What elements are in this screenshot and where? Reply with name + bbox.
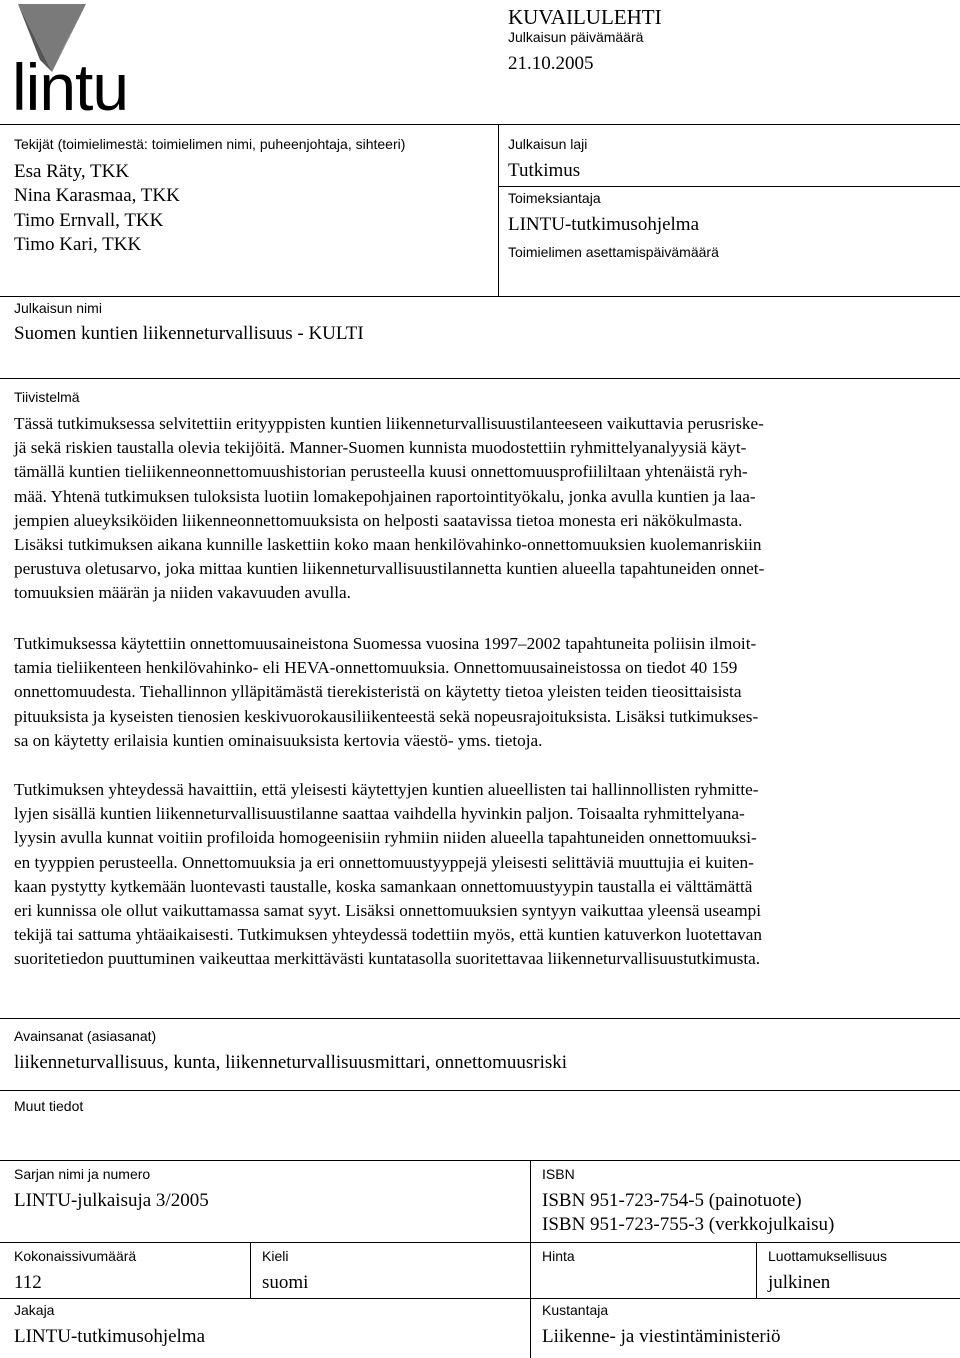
keywords-value: liikenneturvallisuus, kunta, liikenneturvallisuusmittari, onnettomuusriski — [14, 1052, 568, 1073]
abstract-p2-line: Tutkimuksessa käytettiin onnettomuusaineistona Suomessa vuosina 1997–2002 tapahtuneita poliisin ilmoit- — [14, 634, 757, 653]
abstract-label: Tiivistelmä — [14, 389, 80, 405]
isbn-label: ISBN — [542, 1166, 575, 1182]
pub-name-divider — [0, 296, 960, 297]
abstract-paragraph-3 — [14, 778, 762, 972]
abstract-p2-line: sa on käytetty erilaisia kuntien ominaisuuksista kertovia väestö- yms. tietoja. — [14, 730, 543, 750]
abstract-p3-line: lyjen sisällä kuntien liikenneturvallisuustilanne saattaa vaihdella hyvinkin paljon. Toisaalta ryhmittelyana- — [14, 804, 745, 824]
commissioner-label: Toimeksiantaja — [508, 190, 601, 206]
abstract-p3-line: kaan pystytty kytkemään luontevasti taustalle, koska samankaan onnettomuustyypin taustalla ei välttämättä — [14, 876, 753, 896]
author-2: Nina Karasmaa, TKK — [14, 185, 180, 207]
pub-date-value: 21.10.2005 — [508, 53, 594, 74]
language-value: suomi — [262, 1272, 309, 1293]
isbn-print: ISBN 951-723-754-5 (painotuote) — [542, 1190, 802, 1211]
committee-date-label: Toimielimen asettamispäivämäärä — [508, 244, 719, 260]
abstract-p1-line: tomuuksien määrän ja niiden vakavuuden avulla. — [14, 583, 351, 603]
pages-language-vline — [250, 1242, 251, 1298]
distributor-value: LINTU-tutkimusohjelma — [14, 1326, 206, 1347]
abstract-paragraph-1 — [14, 412, 764, 606]
authors-label: Tekijät (toimielimestä: toimielimen nimi, puheenjohtaja, sihteeri) — [14, 136, 406, 152]
document-type-title: KUVAILULEHTI — [508, 5, 662, 29]
confidentiality-label: Luottamuksellisuus — [768, 1248, 888, 1264]
type-divider — [498, 186, 960, 187]
abstract-p3-line: lyysin avulla kunnat voitiin profiloida homogeenisiin ryhmiin niiden alueella tapahtuneiden onnettomuuksi- — [14, 828, 757, 848]
price-label: Hinta — [542, 1248, 575, 1264]
authors-divider — [498, 124, 499, 296]
author-1: Esa Räty, TKK — [14, 161, 130, 182]
series-value: LINTU-julkaisuja 3/2005 — [14, 1190, 209, 1211]
abstract-p1-line: tämällä kuntien tieliikenneonnettomuushistorian perusteella kuusi onnettomuusprofiililtaan yhtenäistä ryh- — [14, 462, 748, 482]
authors-list — [14, 160, 180, 257]
abstract-p1-line: jä sekä riskien taustalla olevia tekijöitä. Manner-Suomen kunnista muodostettiin ryhmittelyanalyysiä käyt- — [14, 438, 747, 458]
isbn-online: ISBN 951-723-755-3 (verkkojulkaisu) — [542, 1214, 835, 1235]
publisher-value: Liikenne- ja viestintäministeriö — [542, 1326, 781, 1347]
abstract-p2-line: tamia tieliikenteen henkilövahinko- eli HEVA-onnettomuuksia. Onnettomuusaineistossa on tiedot 40 159 — [14, 658, 738, 678]
keywords-divider — [0, 1018, 960, 1019]
abstract-p1-line: Lisäksi tutkimuksen aikana kunnille laskettiin koko maan henkilövahinko-onnettomuuksien kuolemanriskiin — [14, 535, 762, 555]
lintu-logo-text: lintu — [12, 50, 129, 124]
abstract-p1-line: Tässä tutkimuksessa selvitettiin erityyppisten kuntien liikenneturvallisuustilanteeseen vaikuttavia perusriske- — [14, 414, 764, 433]
distributor-divider — [0, 1298, 960, 1299]
distributor-label: Jakaja — [14, 1302, 55, 1318]
price-confidentiality-vline — [756, 1242, 757, 1298]
abstract-divider — [0, 378, 960, 379]
language-label: Kieli — [262, 1248, 289, 1264]
publication-type-value: Tutkimus — [508, 160, 581, 181]
abstract-p1-line: perustuva oletusarvo, joka mittaa kuntien liikenneturvallisuustilannetta kuntien alueella tapahtuneiden onnet- — [14, 559, 765, 579]
pages-value: 112 — [14, 1272, 42, 1293]
abstract-p2-line: pituuksista ja kyseisten tienosien keskivuorokausiliikenteestä sekä nopeusrajoituksista. Lisäksi tutkimukses- — [14, 706, 759, 726]
commissioner-value: LINTU-tutkimusohjelma — [508, 214, 700, 235]
pub-name-label: Julkaisun nimi — [14, 300, 102, 316]
abstract-p1-line: jempien alueyksiköiden liikenneonnettomuuksista on helposti saatavissa tietoa monesta eri näkökulmasta. — [14, 510, 743, 530]
series-divider — [0, 1160, 960, 1161]
series-label: Sarjan nimi ja numero — [14, 1166, 151, 1182]
pub-date-label: Julkaisun päivämäärä — [508, 29, 644, 45]
pages-divider — [0, 1242, 960, 1243]
pub-name-value: Suomen kuntien liikenneturvallisuus - KULTI — [14, 323, 364, 344]
abstract-p2-line: onnettomuudesta. Tiehallinnon ylläpitämästä tierekisteristä on käytetty tietoa yleisten teiden tieosittaisista — [14, 682, 742, 702]
publisher-label: Kustantaja — [542, 1302, 609, 1318]
other-info-label: Muut tiedot — [14, 1098, 84, 1114]
abstract-paragraph-2 — [14, 632, 758, 753]
lintu-logo — [10, 2, 160, 124]
abstract-p3-line: eri kunnissa ole ollut vaikuttamassa samat syyt. Lisäksi onnettomuuksien syntyyn vaikuttaa yleensä useampi — [14, 901, 762, 921]
abstract-p1-line: mää. Yhtenä tutkimuksen tuloksista luotiin lomakepohjainen raportointityökalu, jonka avulla kuntien ja laa- — [14, 486, 756, 506]
keywords-label: Avainsanat (asiasanat) — [14, 1028, 157, 1044]
publication-type-label: Julkaisun laji — [508, 136, 588, 152]
series-isbn-vline — [530, 1160, 531, 1358]
abstract-p3-line: tekijä tai sattuma yhtäaikaisesti. Tutkimuksen yhteydessä todettiin myös, että kuntien katuverkon luotettavan — [14, 925, 762, 945]
author-4: Timo Kari, TKK — [14, 233, 142, 255]
pages-label: Kokonaissivumäärä — [14, 1248, 137, 1264]
other-info-divider — [0, 1090, 960, 1091]
abstract-p3-line: suoritetiedon puuttuminen vaikeuttaa merkittävästi kuntatasolla suoritettavaa liikenneturvallisuustutkimusta. — [14, 949, 761, 969]
abstract-p3-line: en tyyppien perusteella. Onnettomuuksia ja eri onnettomuustyyppejä yleisesti selittäviä muuttujia ei kuiten- — [14, 852, 754, 872]
author-3: Timo Ernvall, TKK — [14, 209, 164, 231]
abstract-p3-line: Tutkimuksen yhteydessä havaittiin, että yleisesti käytettyjen kuntien alueellisten tai hallinnollisten ryhmitte- — [14, 780, 759, 799]
confidentiality-value: julkinen — [768, 1272, 831, 1293]
